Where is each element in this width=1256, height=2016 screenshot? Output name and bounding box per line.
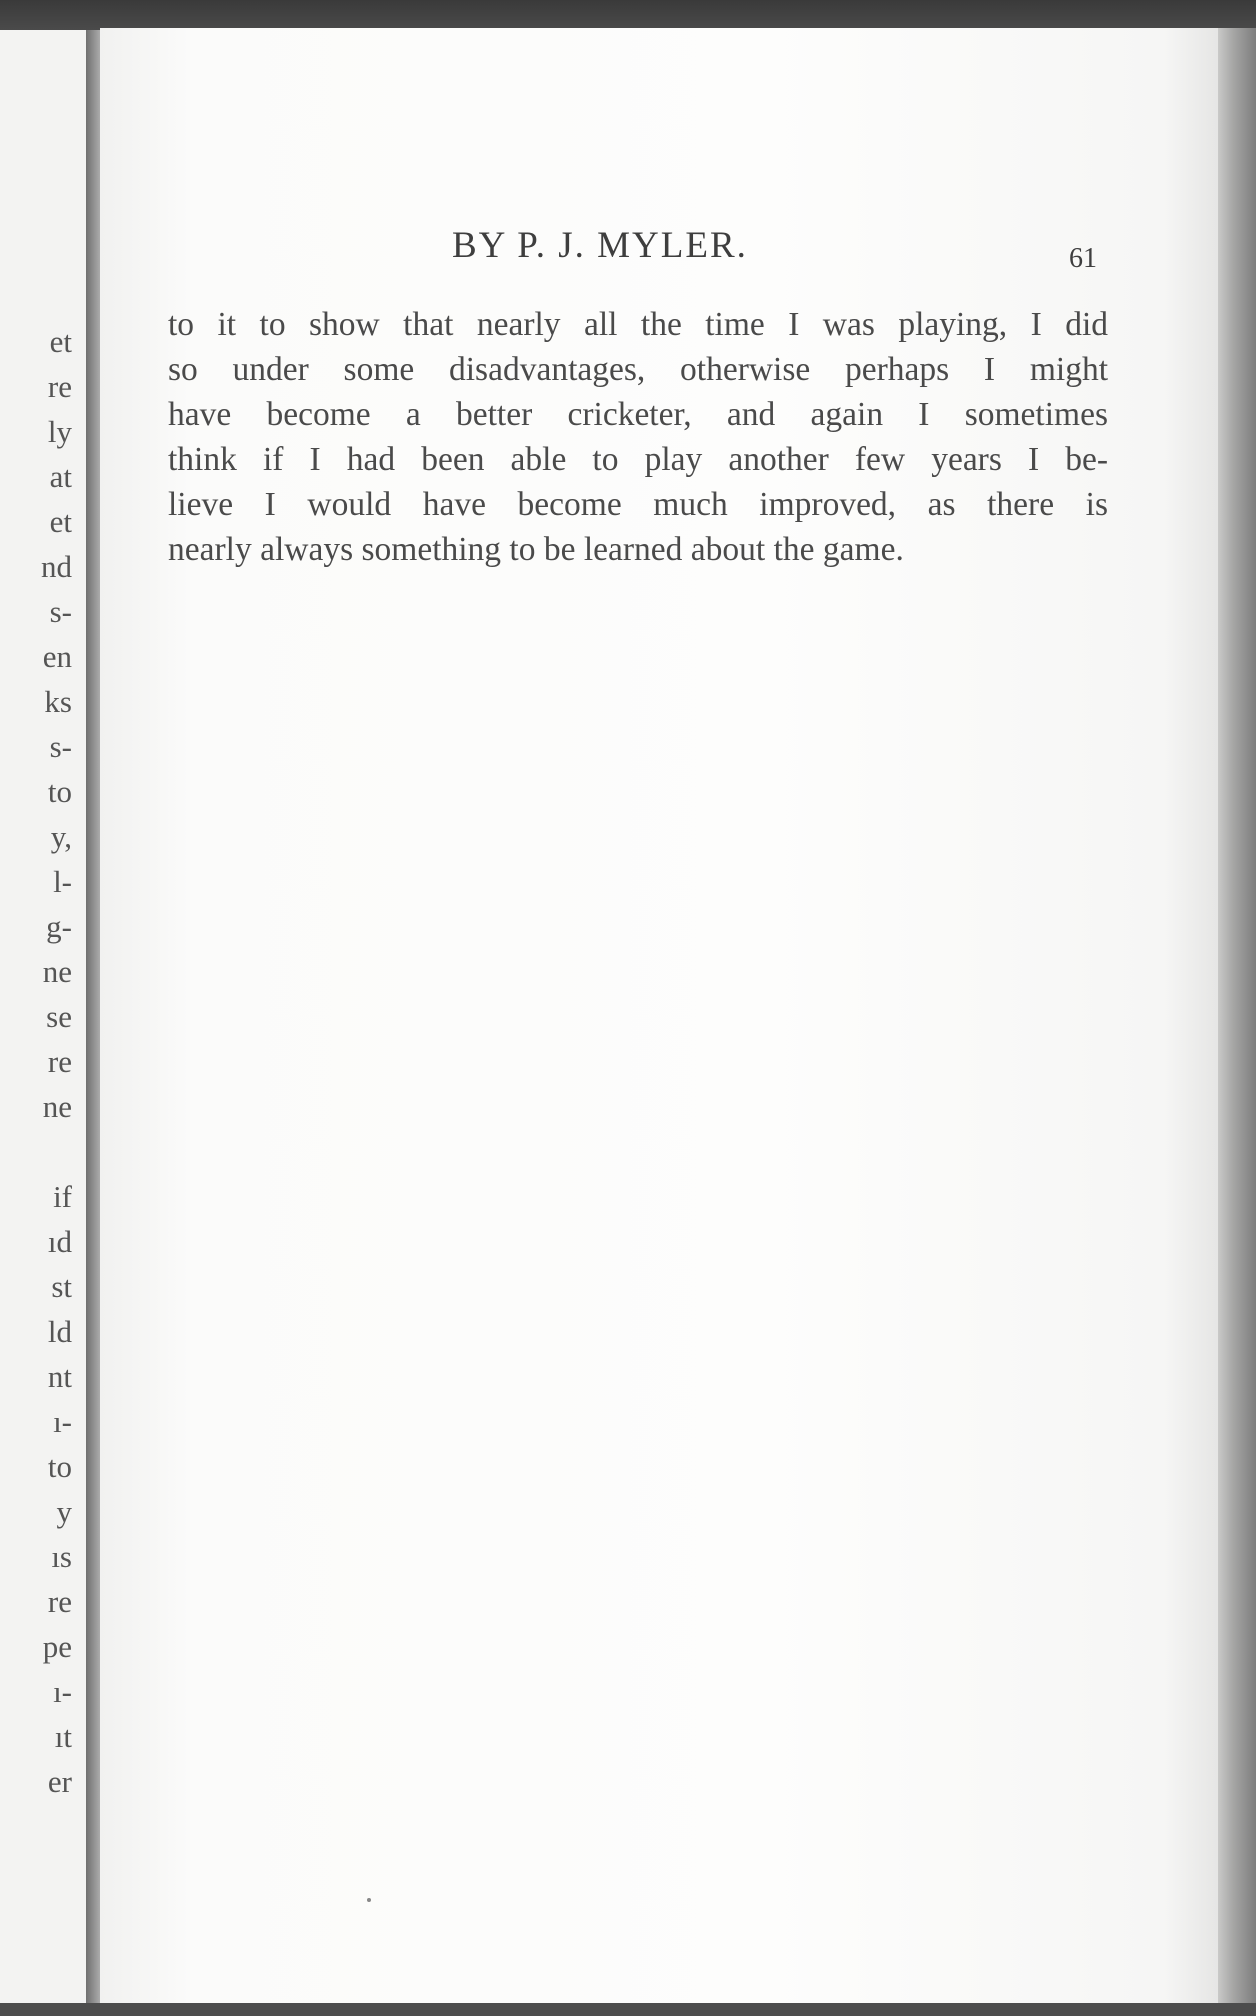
facing-page-fragment: er	[47, 1764, 72, 1799]
facing-page-fragment: re	[47, 369, 72, 404]
page-number: 61	[1069, 243, 1097, 274]
facing-page-fragment: s-	[49, 594, 72, 629]
facing-page-fragment: to	[47, 774, 72, 809]
facing-page-fragment: ly	[47, 414, 72, 449]
facing-page-fragment: pe	[42, 1629, 72, 1664]
facing-page-fragment: ıs	[51, 1539, 72, 1574]
facing-page-fragment: ks	[44, 684, 72, 719]
facing-page-fragment: ld	[47, 1314, 72, 1349]
facing-page-fragment: nt	[47, 1359, 72, 1394]
text-line: lieve I would have become much improved, as there is	[168, 486, 1108, 523]
dust-speck	[367, 1898, 371, 1902]
text-line: think if I had been able to play another few years I be-	[168, 441, 1108, 478]
page-edge	[1218, 28, 1256, 2003]
facing-page-fragment: if	[53, 1179, 72, 1214]
facing-page-fragment: s-	[49, 729, 72, 764]
facing-page-fragment: ı-	[53, 1674, 72, 1709]
text-line: so under some disadvantages, otherwise perhaps I might	[168, 351, 1108, 388]
text-line: have become a better cricketer, and again I sometimes	[168, 396, 1108, 433]
facing-page-fragment: ıd	[47, 1224, 72, 1259]
text-line: nearly always something to be learned about the game.	[168, 531, 904, 568]
facing-page-fragment: g-	[46, 909, 72, 944]
facing-page-fragment: at	[49, 459, 72, 494]
facing-page-fragment: st	[51, 1269, 72, 1304]
body-paragraph	[168, 302, 1108, 572]
facing-page-fragment: et	[49, 504, 72, 539]
facing-page-fragment: re	[47, 1584, 72, 1619]
scan-border	[0, 2003, 1256, 2016]
facing-page-fragment: et	[49, 324, 72, 359]
facing-page-fragment: ne	[42, 954, 72, 989]
facing-page-fragment: y	[56, 1494, 72, 1529]
facing-page-fragment: ıt	[54, 1719, 72, 1754]
facing-page-fragment: nd	[41, 549, 72, 584]
facing-page-fragment: ne	[42, 1089, 72, 1124]
facing-page	[0, 30, 86, 2005]
facing-page-fragment: y,	[50, 819, 72, 854]
facing-page-fragment: l-	[53, 864, 72, 899]
running-head: BY P. J. MYLER.	[452, 225, 748, 266]
facing-page-fragment: ı-	[53, 1404, 72, 1439]
facing-page-fragment: se	[46, 999, 72, 1034]
facing-page-fragment: re	[47, 1044, 72, 1079]
facing-page-fragment: en	[42, 639, 72, 674]
facing-page-fragment: to	[47, 1449, 72, 1484]
text-line: to it to show that nearly all the time I was playing, I did	[168, 306, 1108, 343]
